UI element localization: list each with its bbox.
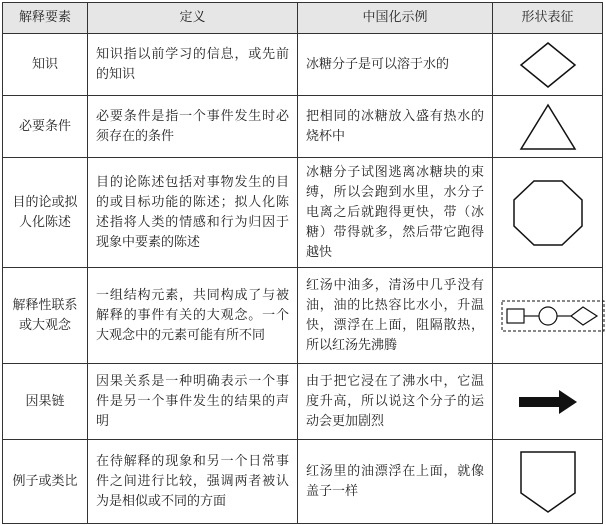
pentagon-icon (513, 449, 583, 515)
header-shape: 形状表征 (493, 3, 603, 34)
row-definition: 必要条件是指一个事件发生时必须存在的条件 (88, 96, 298, 158)
explanation-elements-table (2, 2, 603, 524)
row-example: 由于把它浸在了沸水中，它温度升高，所以说这个分子的运动会更加剧烈 (298, 364, 493, 440)
arrow-icon (513, 387, 583, 417)
row-element: 目的论或拟人化陈述 (3, 158, 88, 268)
row-definition: 知识指以前学习的信息，或先前的知识 (88, 34, 298, 96)
header-element: 解释要素 (3, 3, 88, 34)
table-header-row (3, 3, 603, 34)
triangle-icon (513, 102, 583, 152)
table-row (3, 34, 603, 96)
row-element: 知识 (3, 34, 88, 96)
row-example: 红汤中油多，清汤中几乎没有油，油的比热容比水小，升温快，漂浮在上面，阻隔散热，所以红汤先沸腾 (298, 268, 493, 364)
linked-shapes-icon (501, 299, 605, 333)
table-row (3, 96, 603, 158)
row-element: 必要条件 (3, 96, 88, 158)
table-row (3, 158, 603, 268)
octagon-icon (508, 178, 588, 248)
row-example: 冰糖分子是可以溶于水的 (298, 34, 493, 96)
row-example: 红汤里的油漂浮在上面，就像盖子一样 (298, 440, 493, 524)
row-definition: 目的论陈述包括对事物发生的目的或目标功能的陈述；拟人化陈述指将人类的情感和行为归因于现象中要素的陈述 (88, 158, 298, 268)
table-row (3, 440, 603, 524)
row-example: 冰糖分子试图逃离冰糖块的束缚，所以会跑到水里，水分子电离之后就跑得更快，带（冰糖）带得就多，然后带它跑得越快 (298, 158, 493, 268)
diamond-icon (513, 40, 583, 90)
row-element: 例子或类比 (3, 440, 88, 524)
row-definition: 在待解释的现象和另一个日常事件之间进行比较，强调两者被认为是相似或不同的方面 (88, 440, 298, 524)
row-example: 把相同的冰糖放入盛有热水的烧杯中 (298, 96, 493, 158)
row-definition: 因果关系是一种明确表示一个事件是另一个事件发生的结果的声明 (88, 364, 298, 440)
row-definition: 一组结构元素，共同构成了与被解释的事件有关的大观念。一个大观念中的元素可能有所不同 (88, 268, 298, 364)
table-row (3, 364, 603, 440)
table-row (3, 268, 603, 364)
row-element: 解释性联系或大观念 (3, 268, 88, 364)
row-element: 因果链 (3, 364, 88, 440)
header-example: 中国化示例 (298, 3, 493, 34)
header-definition: 定义 (88, 3, 298, 34)
